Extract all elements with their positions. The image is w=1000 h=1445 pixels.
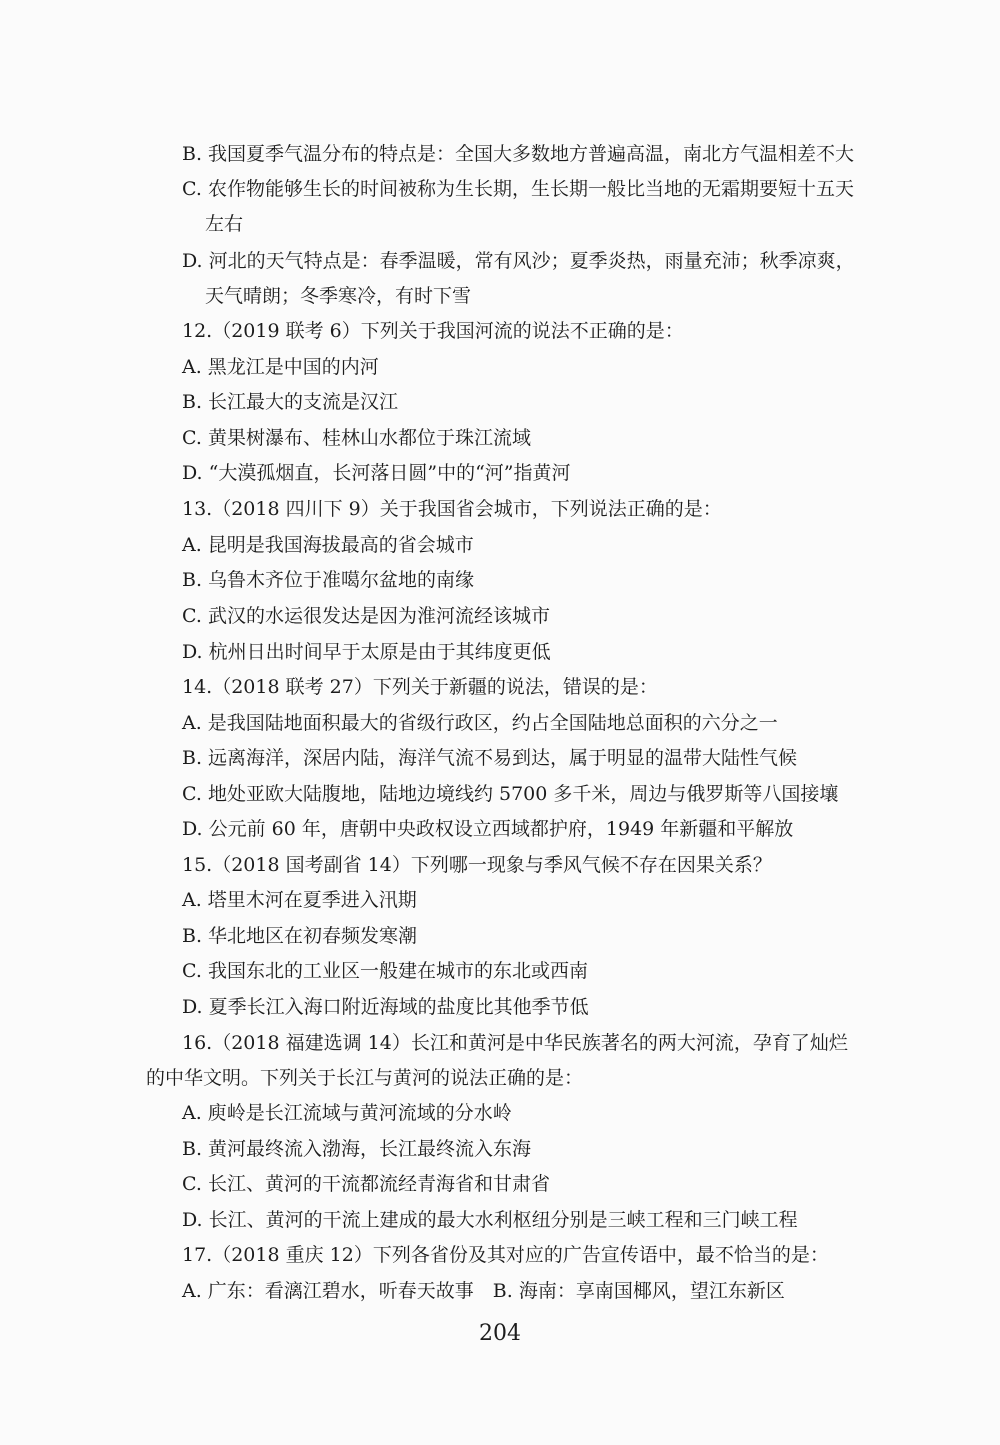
q17-question: 17.（2018 重庆 12）下列各省份及其对应的广告宣传语中，最不恰当的是：: [182, 1244, 829, 1266]
q13-option-d: D. 杭州日出时间早于太原是由于其纬度更低: [182, 641, 551, 663]
q11-option-c: C. 农作物能够生长的时间被称为生长期，生长期一般比当地的无霜期要短十五天: [182, 178, 854, 200]
page-number: 204: [479, 1321, 521, 1346]
q14-option-c: C. 地处亚欧大陆腹地，陆地边境线约 5700 多千米，周边与俄罗斯等八国接壤: [182, 783, 839, 805]
q13-option-c: C. 武汉的水运很发达是因为淮河流经该城市: [182, 605, 550, 627]
q14-question: 14.（2018 联考 27）下列关于新疆的说法，错误的是：: [182, 676, 658, 698]
q14-option-d: D. 公元前 60 年，唐朝中央政权设立西域都护府，1949 年新疆和平解放: [182, 818, 794, 840]
q12-option-d: D. “大漠孤烟直，长河落日圆”中的“河”指黄河: [182, 462, 571, 484]
q12-question: 12.（2019 联考 6）下列关于我国河流的说法不正确的是：: [182, 320, 684, 342]
q15-question: 15.（2018 国考副省 14）下列哪一现象与季风气候不存在因果关系？: [182, 854, 772, 876]
q13-option-a: A. 昆明是我国海拔最高的省会城市: [182, 534, 474, 556]
q15-option-b: B. 华北地区在初春频发寒潮: [182, 925, 418, 947]
q15-option-d: D. 夏季长江入海口附近海域的盐度比其他季节低: [182, 996, 589, 1018]
q16-question-continued: 的中华文明。下列关于长江与黄河的说法正确的是：: [146, 1067, 584, 1089]
q14-option-b: B. 远离海洋，深居内陆，海洋气流不易到达，属于明显的温带大陆性气候: [182, 747, 798, 769]
q11-option-b: B. 我国夏季气温分布的特点是：全国大多数地方普遍高温，南北方气温相差不大: [182, 143, 855, 165]
q16-option-a: A. 庾岭是长江流域与黄河流域的分水岭: [182, 1102, 512, 1124]
q11-option-d-continued: 天气晴朗；冬季寒冷，有时下雪: [205, 285, 472, 307]
q15-option-c: C. 我国东北的工业区一般建在城市的东北或西南: [182, 960, 588, 982]
q12-option-a: A. 黑龙江是中国的内河: [182, 356, 379, 378]
q16-option-b: B. 黄河最终流入渤海，长江最终流入东海: [182, 1138, 532, 1160]
q15-option-a: A. 塔里木河在夏季进入汛期: [182, 889, 417, 911]
q11-option-c-continued: 左右: [205, 213, 244, 235]
q11-option-d: D. 河北的天气特点是：春季温暖，常有风沙；夏季炎热，雨量充沛；秋季凉爽，: [182, 250, 855, 272]
q12-option-c: C. 黄果树瀑布、桂林山水都位于珠江流域: [182, 427, 531, 449]
q13-question: 13.（2018 四川下 9）关于我国省会城市，下列说法正确的是：: [182, 498, 722, 520]
q13-option-b: B. 乌鲁木齐位于准噶尔盆地的南缘: [182, 569, 475, 591]
q17-options-a-b: A. 广东：看漓江碧水，听春天故事 B. 海南：享南国椰风，望江东新区: [182, 1280, 785, 1302]
q12-option-b: B. 长江最大的支流是汉江: [182, 391, 399, 413]
q16-option-d: D. 长江、黄河的干流上建成的最大水利枢纽分别是三峡工程和三门峡工程: [182, 1209, 798, 1231]
q16-option-c: C. 长江、黄河的干流都流经青海省和甘肃省: [182, 1173, 550, 1195]
q14-option-a: A. 是我国陆地面积最大的省级行政区，约占全国陆地总面积的六分之一: [182, 712, 778, 734]
q16-question: 16.（2018 福建选调 14）长江和黄河是中华民族著名的两大河流，孕育了灿烂: [182, 1032, 848, 1054]
